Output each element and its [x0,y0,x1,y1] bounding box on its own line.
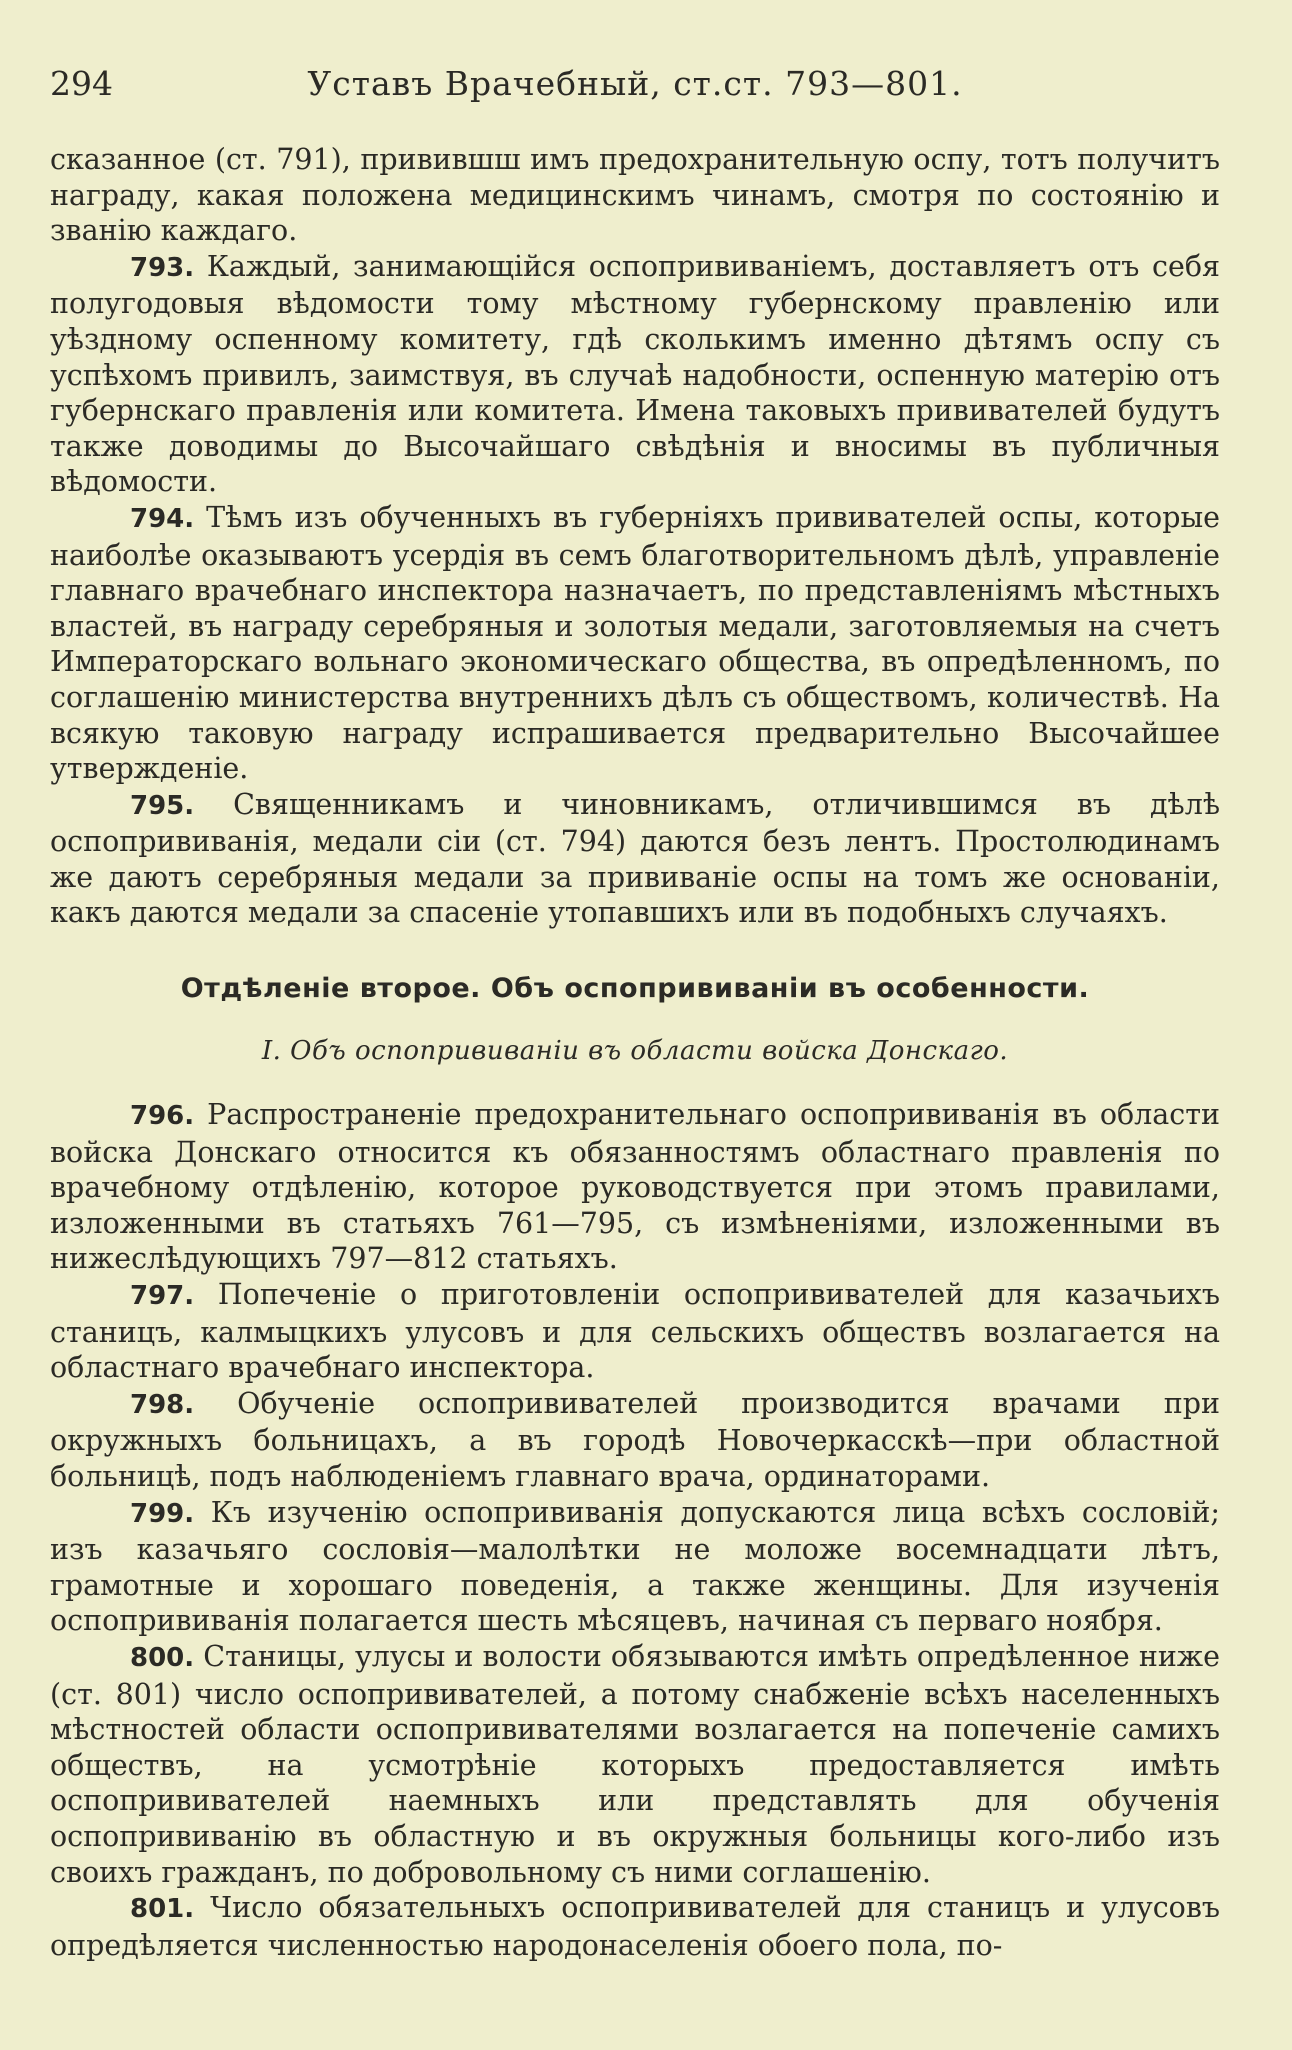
article-800 [50,1639,1220,1890]
section-heading: Отдѣленіе второе. Объ оспопрививаніи въ особенности. [180,973,1090,1005]
article-text: Тѣмъ изъ обученныхъ въ губерніяхъ прививателей оспы, которые наиболѣе оказываютъ усердія въ семъ благотворительномъ дѣлѣ, управленіе главнаго врачебнаго инспектора назначаетъ, по представленіямъ мѣстныхъ властей, въ награду серебряныя и золотыя медали, заготовляемыя на счетъ Императорскаго вольнаго экономическаго общества, въ опредѣленномъ, по соглашенію министерства внутреннихъ дѣлъ съ обществомъ, количествѣ. На всякую таковую награду испрашивается предварительно Высочайшее утвержденіе. [50,500,1220,786]
article-text: Станицы, улусы и волости обязываются имѣть опредѣленное ниже (ст. 801) число оспопрививателей, а потому снабженіе всѣхъ населенныхъ мѣстностей области оспопрививателями возлагается на попеченіе самихъ обществъ, на усмотрѣніе которыхъ предоставляется имѣть оспопрививателей наемныхъ или представлять для обученія оспопрививанію въ областную и въ окружныя больницы кого-либо изъ своихъ гражданъ, по добровольному съ ними соглашенію. [50,1639,1220,1889]
article-799 [50,1495,1220,1639]
page-number: 294 [50,64,113,103]
article-801 [50,1890,1220,1963]
article-number: 793. [130,252,195,283]
article-number: 800. [130,1642,195,1673]
article-number: 797. [130,1281,195,1312]
article-795 [50,787,1220,931]
article-text: Къ изученію оспопрививанія допускаются лица всѣхъ сословій; изъ казачьяго сословія—малолѣтки не моложе восемнадцати лѣтъ, грамотные и хорошаго поведенія, а также женщины. Для изученія оспопрививанія полагается шесть мѣсяцевъ, начиная съ перваго ноября. [50,1495,1220,1638]
article-text: Распространеніе предохранительнаго оспопрививанія въ области войска Донскаго относится къ обязанностямъ областнаго правленія по врачебному отдѣленію, которое руководствуется при этомъ правилами, изложенными въ статьяхъ 761—795, съ измѣненіями, изложенными въ нижеслѣдующихъ 797—812 статьяхъ. [50,1098,1220,1276]
article-798 [50,1386,1220,1495]
article-number: 795. [130,790,195,821]
article-number: 799. [130,1498,195,1529]
article-text: Обученіе оспопрививателей производится врачами при окружныхъ больницахъ, а въ городѣ Новочеркасскѣ—при областной больницѣ, подъ наблюденіемъ главнаго врача, ординаторами. [50,1386,1220,1493]
article-794 [50,500,1220,787]
body-text [50,142,1220,1963]
running-head [50,54,1220,114]
running-title: Уставъ Врачебный, ст.ст. 793—801. [307,64,963,103]
article-number: 796. [130,1101,195,1132]
article-793 [50,249,1220,500]
article-text: Попеченіе о приготовленіи оспопрививателей для казачьихъ станицъ, калмыцкихъ улусовъ и для сельскихъ обществъ возлагается на областнаго врачебнаго инспектора. [50,1278,1220,1385]
article-796 [50,1097,1220,1277]
article-text: Число обязательныхъ оспопрививателей для станицъ и улусовъ опредѣляется численностью народонаселенія обоего пола, по- [50,1891,1221,1962]
subsection-heading: I. Объ оспопрививаніи въ области войска Донскаго. [261,1036,1009,1067]
document-page [50,54,1220,1963]
continuation-paragraph: сказанное (ст. 791), привившш имъ предохранительную оспу, тотъ получитъ награду, какая положена медицинскимъ чинамъ, смотря по состоянію и званію каждаго. [50,143,1220,248]
article-text: Священникамъ и чиновникамъ, отличившимся въ дѣлѣ оспопрививанія, медали сіи (ст. 794) даются безъ лентъ. Простолюдинамъ же даютъ серебряныя медали за прививаніе оспы на томъ же основаніи, какъ даются медали за спасеніе утопавшихъ или въ подобныхъ случаяхъ. [50,787,1221,930]
article-number: 798. [130,1389,195,1420]
article-797 [50,1277,1220,1386]
article-number: 794. [130,503,195,534]
article-number: 801. [130,1894,195,1925]
article-text: Каждый, занимающійся оспопрививаніемъ, доставляетъ отъ себя полугодовыя вѣдомости тому мѣстному губернскому правленію или уѣздному оспенному комитету, гдѣ сколькимъ именно дѣтямъ оспу съ успѣхомъ привилъ, заимствуя, въ случаѣ надобности, оспенную матерію отъ губернскаго правленія или комитета. Имена таковыхъ прививателей будутъ также доводимы до Высочайшаго свѣдѣнія и вносимы въ публичныя вѣдомости. [50,249,1220,499]
